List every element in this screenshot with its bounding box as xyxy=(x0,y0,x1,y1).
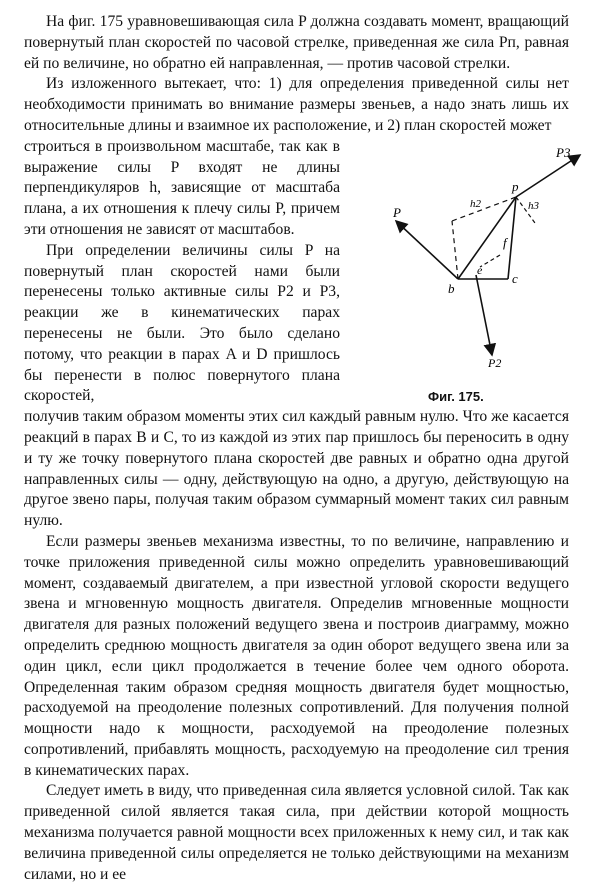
force-p2-arrow xyxy=(476,275,492,355)
dashed-f xyxy=(480,255,500,267)
label-p: p xyxy=(512,178,519,194)
figure-175 xyxy=(360,137,582,369)
label-P3: P3 xyxy=(556,144,571,160)
paragraph-2-top: Из изложенного вытекает, что: 1) для определения приведенной силы нет необходимости принимать во внимание размеры звеньев, а надо знать лишь их относительные длины и взаимное их расположение, и 2) план скоростей может xyxy=(24,75,569,134)
label-f: f xyxy=(503,234,507,250)
paragraph-3-wrapped: При определении величины силы P на повернутый план скоростей нами были перенесены только активные силы P2 и P3, реакции же в кинематических парах перенесены не были. Это было сделано потому, что реакции в парах A и D пришлось бы перенести в полюс повернутого плана скоростей, xyxy=(24,241,340,405)
dashed-b-up xyxy=(452,221,458,279)
label-b: b xyxy=(448,280,455,296)
wrapped-section xyxy=(24,137,569,407)
paragraph-5: Следует иметь в виду, что приведенная сила является условной силой. Так как приведенной силой является такая сила, при действии которой мощность механизма получается равной мощности всех приложенных к нему сил, и так как величина приведенной силы определяется не только действующими на механизм силами, но и ее xyxy=(24,782,569,883)
line-bp xyxy=(458,197,516,279)
dashed-h2 xyxy=(452,197,516,221)
force-p-arrow xyxy=(396,221,458,279)
label-P2: P2 xyxy=(488,355,502,369)
figure-caption: Фиг. 175. xyxy=(428,388,484,404)
label-P: P xyxy=(393,204,401,220)
line-pc xyxy=(508,197,516,279)
force-p3-arrow xyxy=(516,155,580,197)
paragraph-1: На фиг. 175 уравновешивающая сила P должна создавать момент, вращающий повернутый план скоростей по часовой стрелке, приведенная же сила Pп, равная ей по величине, но обратно ей направленная, — против часовой стрелки. xyxy=(24,13,569,72)
paragraph-4: Если размеры звеньев механизма известны, то по величине, направлению и точке приложения приведенной силы можно определить уравновешивающий момент, создаваемый двигателем, а при известной угловой скорости ведущего звена и мгновенную мощность двигателя. Определив мгновенные мощности двигателя для разных положений ведущего звена и построив диаграмму, можно определить среднюю мощность двигателя за один оборот ведущего звена или за один цикл, если цикл продолжается в течение более чем одного оборота. Определенная таким образом средняя мощность двигателя будет мощностью, расходуемой на преодоление полезных сопротивлений. Для получения полной мощности надо к мощности, расходуемой на преодоление полезных сопротивлений, прибавлять мощность, расходуемую на преодоление сил трения в кинематических парах. xyxy=(24,532,569,779)
label-h2: h2 xyxy=(470,197,481,210)
label-e: e xyxy=(477,262,483,277)
label-c: c xyxy=(512,270,518,286)
velocity-plan-diagram xyxy=(360,137,582,369)
paragraph-2-wrapped: строиться в произвольном масштабе, так как в выражение силы P входят не длины перпендикуляров h, зависящие от масштаба плана, а их отношения к плечу силы P, причем эти отношения не зависят от масштабов. xyxy=(24,137,340,238)
label-h3: h3 xyxy=(528,199,539,212)
paragraph-3-rest: получив таким образом моменты этих сил каждый равным нулю. Что же касается реакций в парах B и C, то из каждой из этих пар пришлось бы переносить в одну и ту же точку повернутого плана скоростей две равных и обратно одна другой направленных силы — одну, действующую на одно, а другую, действующую на другое звено пары, получая таким образом суммарный момент таких сил равным нулю. xyxy=(24,408,569,530)
